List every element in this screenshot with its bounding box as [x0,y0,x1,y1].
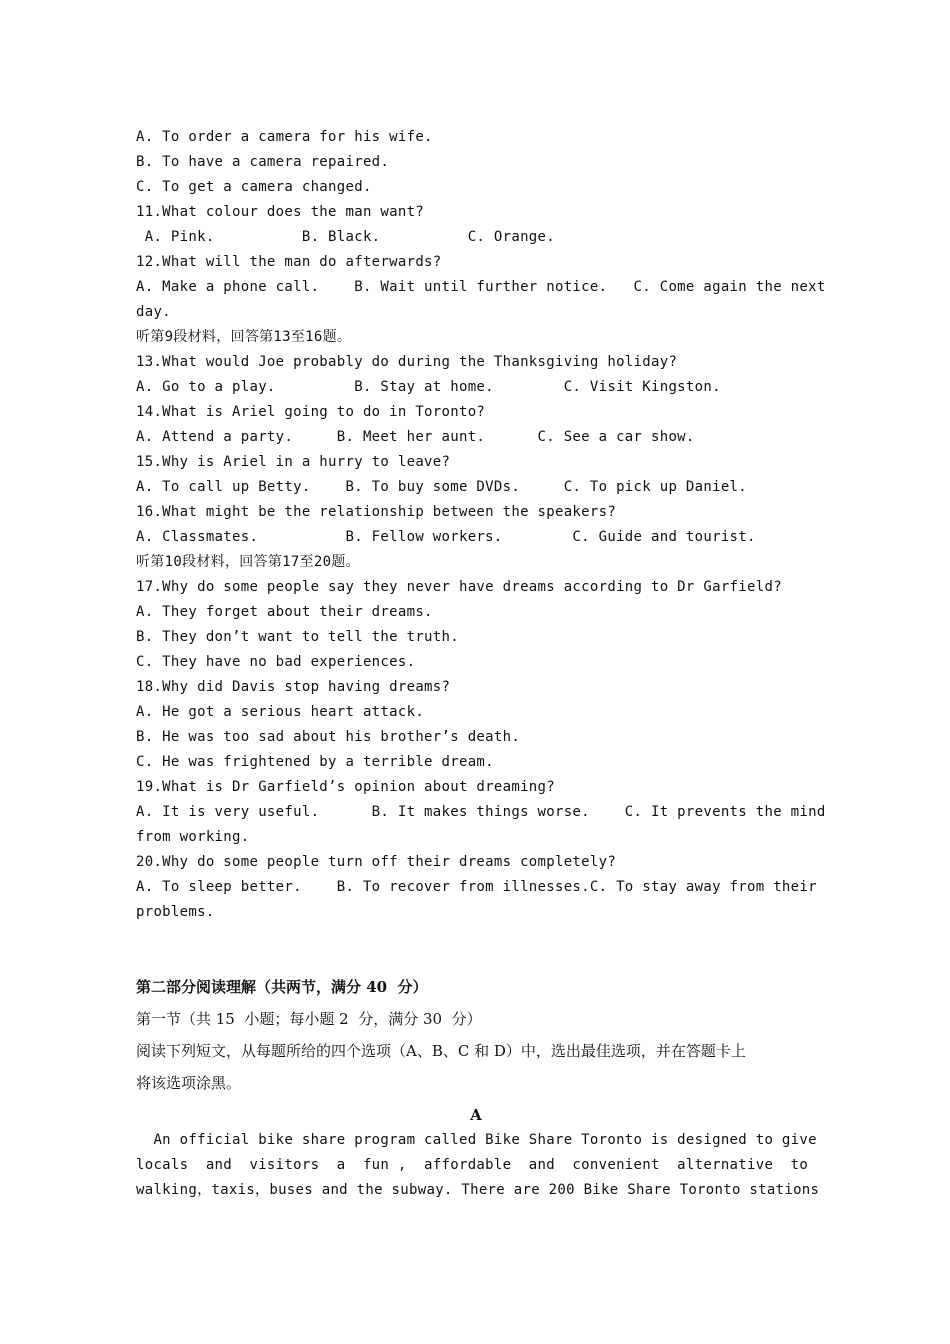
options-20-cont: problems. [136,904,215,920]
passage-label: A [470,1106,482,1124]
options-20: A. To sleep better. B. To recover from illnesses.C. To stay away from their [136,879,817,895]
passage-line-1: An official bike share program called Bike Share Toronto is designed to give [136,1132,817,1148]
option-18c: C. He was frightened by a terrible dream. [136,754,494,770]
option-17c: C. They have no bad experiences. [136,654,416,670]
part2-heading: 第二部分阅读理解（共两节，满分 40 分） [136,978,428,996]
option-10a: A. To order a camera for his wife. [136,129,433,145]
option-17b: B. They don’t want to tell the truth. [136,629,459,645]
instruction-line-1: 阅读下列短文，从每题所给的四个选项（A、B、C 和 D）中，选出最佳选项，并在答题卡上 [136,1042,746,1060]
section-9-heading: 听第9段材料，回答第13至16题。 [136,329,352,345]
options-11: A. Pink. B. Black. C. Orange. [136,229,555,245]
instruction-line-2: 将该选项涂黑。 [136,1074,242,1092]
option-10c: C. To get a camera changed. [136,179,372,195]
option-10b: B. To have a camera repaired. [136,154,390,170]
section-1-line: 第一节（共 15 小题；每小题 2 分，满分 30 分） [136,1010,482,1028]
options-13: A. Go to a play. B. Stay at home. C. Visit Kingston. [136,379,721,395]
question-16: 16.What might be the relationship between the speakers? [136,504,617,520]
question-11: 11.What colour does the man want? [136,204,425,220]
question-12: 12.What will the man do afterwards? [136,254,442,270]
option-18b: B. He was too sad about his brother’s death. [136,729,521,745]
question-17: 17.Why do some people say they never have dreams according to Dr Garfield? [136,579,782,595]
options-15: A. To call up Betty. B. To buy some DVDs. C. To pick up Daniel. [136,479,748,495]
question-13: 13.What would Joe probably do during the Thanksgiving holiday? [136,354,678,370]
option-17a: A. They forget about their dreams. [136,604,433,620]
section-10-heading: 听第10段材料，回答第17至20题。 [136,554,360,570]
question-18: 18.Why did Davis stop having dreams? [136,679,451,695]
options-12: A. Make a phone call. B. Wait until further notice. C. Come again the next [136,279,826,295]
options-19-cont: from working. [136,829,250,845]
question-15: 15.Why is Ariel in a hurry to leave? [136,454,451,470]
option-18a: A. He got a serious heart attack. [136,704,425,720]
passage-line-2: locals and visitors a fun , affordable and convenient alternative to [136,1157,809,1173]
question-19: 19.What is Dr Garfield’s opinion about dreaming? [136,779,555,795]
passage-line-3: walking，taxis，buses and the subway. There are 200 Bike Share Toronto stations [136,1182,820,1198]
options-14: A. Attend a party. B. Meet her aunt. C. See a car show. [136,429,695,445]
question-20: 20.Why do some people turn off their dreams completely? [136,854,617,870]
options-12-cont: day. [136,304,171,320]
options-16: A. Classmates. B. Fellow workers. C. Guide and tourist. [136,529,756,545]
options-19: A. It is very useful. B. It makes things worse. C. It prevents the mind [136,804,826,820]
question-14: 14.What is Ariel going to do in Toronto? [136,404,486,420]
